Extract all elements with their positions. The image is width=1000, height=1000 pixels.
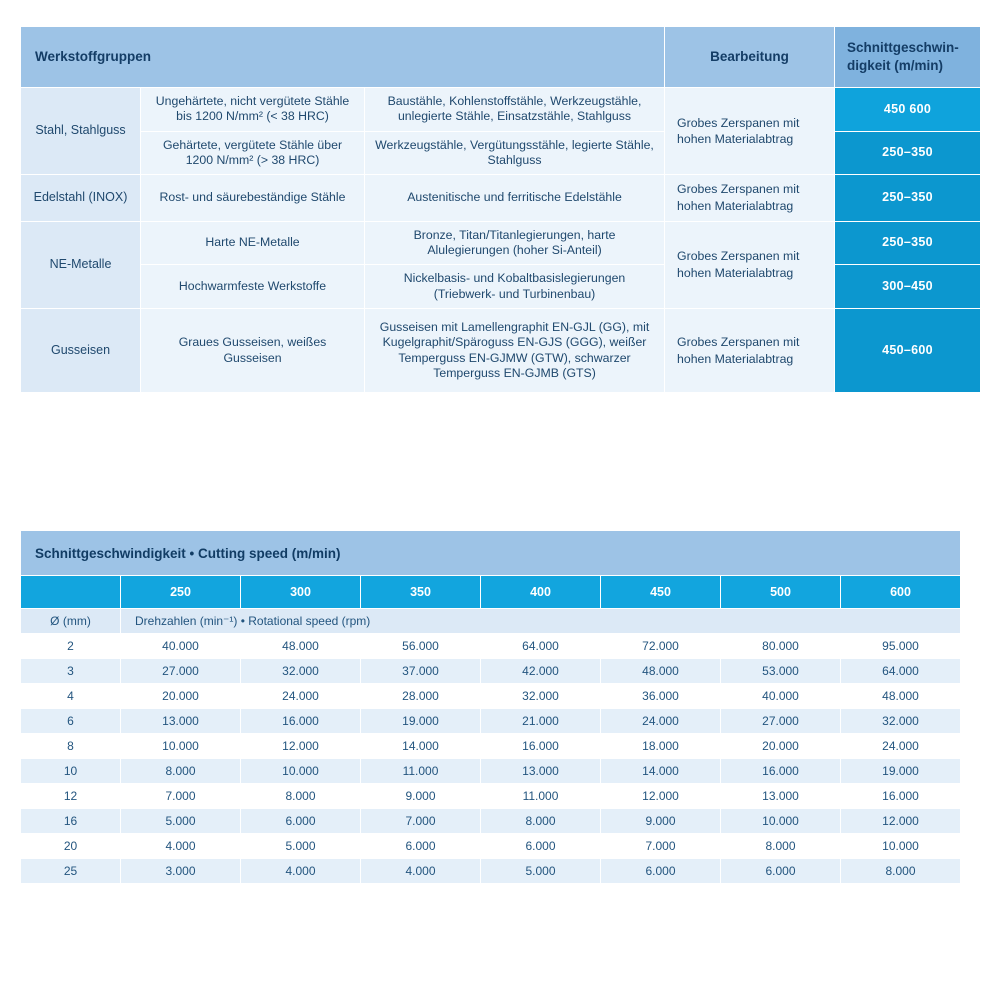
speed-col-header-350: 350 (361, 576, 481, 609)
rpm-value: 53.000 (721, 659, 841, 684)
rpm-value: 6.000 (241, 809, 361, 834)
material-category: Harte NE-Metalle (141, 221, 365, 265)
cutting-speed-value: 450 600 (835, 88, 981, 132)
table-row (21, 709, 961, 734)
rpm-value: 13.000 (121, 709, 241, 734)
rpm-value: 20.000 (121, 684, 241, 709)
table-row (21, 784, 961, 809)
material-group-name: NE-Metalle (21, 221, 141, 308)
rpm-value: 10.000 (241, 759, 361, 784)
diameter-value: 6 (21, 709, 121, 734)
material-groups-body (21, 88, 981, 393)
rpm-value: 40.000 (121, 634, 241, 659)
rpm-value: 6.000 (361, 834, 481, 859)
rpm-value: 20.000 (721, 734, 841, 759)
rpm-value: 6.000 (721, 859, 841, 884)
rpm-value: 16.000 (481, 734, 601, 759)
cutting-speed-title: Schnittgeschwindigkeit • Cutting speed (m/min) (21, 531, 961, 576)
cutting-speed-value: 250–350 (835, 221, 981, 265)
rpm-value: 8.000 (481, 809, 601, 834)
rpm-value: 4.000 (361, 859, 481, 884)
material-group-name: Gusseisen (21, 309, 141, 393)
rpm-value: 12.000 (841, 809, 961, 834)
material-category: Rost- und säurebeständige Stähle (141, 175, 365, 221)
cutting-speed-value: 450–600 (835, 309, 981, 393)
rpm-value: 19.000 (841, 759, 961, 784)
processing-note: Grobes Zerspanen mit hohen Materialabtrag (665, 88, 835, 175)
cutting-speed-table (20, 530, 961, 884)
table-row (21, 684, 961, 709)
rpm-value: 6.000 (601, 859, 721, 884)
rpm-value: 9.000 (361, 784, 481, 809)
rpm-value: 64.000 (841, 659, 961, 684)
rpm-value: 42.000 (481, 659, 601, 684)
rpm-value: 3.000 (121, 859, 241, 884)
rpm-value: 5.000 (481, 859, 601, 884)
cutting-speed-body (21, 634, 961, 884)
rpm-value: 80.000 (721, 634, 841, 659)
rpm-value: 9.000 (601, 809, 721, 834)
table-row (21, 265, 981, 309)
rpm-value: 32.000 (841, 709, 961, 734)
header-speed-line2: digkeit (m/min) (847, 58, 944, 73)
cutting-speed-column-headers (21, 576, 961, 609)
processing-note: Grobes Zerspanen mit hohen Materialabtrag (665, 309, 835, 393)
rpm-value: 24.000 (601, 709, 721, 734)
speed-col-header-400: 400 (481, 576, 601, 609)
table-row (21, 309, 981, 393)
material-list: Werkzeugstähle, Vergütungsstähle, legierte Stähle, Stahlguss (365, 131, 665, 175)
rpm-value: 13.000 (721, 784, 841, 809)
rpm-value: 95.000 (841, 634, 961, 659)
table-row (21, 834, 961, 859)
material-list: Nickelbasis- und Kobaltbasislegierungen (Triebwerk- und Turbinenbau) (365, 265, 665, 309)
rpm-value: 8.000 (841, 859, 961, 884)
material-list: Gusseisen mit Lamellengraphit EN-GJL (GG), mit Kugelgraphit/Späroguss EN-GJS (GGG), weißer Temperguss EN-GJMW (GTW), schwarzer Temperguss EN-GJMB (GTS) (365, 309, 665, 393)
header-speed-line1: Schnittgeschwin- (847, 40, 959, 56)
material-category: Gehärtete, vergütete Stähle über 1200 N/mm² (> 38 HRC) (141, 131, 365, 175)
table-row (21, 809, 961, 834)
rotational-speed-note: Drehzahlen (min⁻¹) • Rotational speed (rpm) (121, 609, 961, 634)
rpm-value: 27.000 (721, 709, 841, 734)
rpm-value: 12.000 (601, 784, 721, 809)
diameter-value: 4 (21, 684, 121, 709)
diameter-value: 8 (21, 734, 121, 759)
rpm-value: 14.000 (361, 734, 481, 759)
table-row (21, 175, 981, 221)
header-schnittgeschwindigkeit (835, 27, 981, 88)
processing-note: Grobes Zerspanen mit hohen Materialabtrag (665, 221, 835, 308)
rpm-value: 11.000 (481, 784, 601, 809)
rpm-value: 10.000 (721, 809, 841, 834)
table-row (21, 88, 981, 132)
cutting-speed-subheader-row (21, 609, 961, 634)
diameter-value: 16 (21, 809, 121, 834)
processing-note: Grobes Zerspanen mit hohen Materialabtrag (665, 175, 835, 221)
rpm-value: 6.000 (481, 834, 601, 859)
rpm-value: 28.000 (361, 684, 481, 709)
cutting-speed-value: 300–450 (835, 265, 981, 309)
material-group-name: Edelstahl (INOX) (21, 175, 141, 221)
rpm-value: 36.000 (601, 684, 721, 709)
rpm-value: 40.000 (721, 684, 841, 709)
table-row (21, 131, 981, 175)
header-bearbeitung: Bearbeitung (665, 27, 835, 88)
rpm-value: 27.000 (121, 659, 241, 684)
rpm-value: 5.000 (241, 834, 361, 859)
material-list: Baustähle, Kohlenstoffstähle, Werkzeugstähle, unlegierte Stähle, Einsatzstähle, Stahlguss (365, 88, 665, 132)
speed-col-header-250: 250 (121, 576, 241, 609)
material-category: Graues Gusseisen, weißes Gusseisen (141, 309, 365, 393)
rpm-value: 16.000 (841, 784, 961, 809)
rpm-value: 13.000 (481, 759, 601, 784)
table-row (21, 221, 981, 265)
rpm-value: 5.000 (121, 809, 241, 834)
diameter-value: 12 (21, 784, 121, 809)
rpm-value: 18.000 (601, 734, 721, 759)
table-row (21, 734, 961, 759)
rpm-value: 11.000 (361, 759, 481, 784)
speed-col-header-300: 300 (241, 576, 361, 609)
rpm-value: 19.000 (361, 709, 481, 734)
rpm-value: 4.000 (121, 834, 241, 859)
rpm-value: 12.000 (241, 734, 361, 759)
table-row (21, 759, 961, 784)
rpm-value: 8.000 (121, 759, 241, 784)
rpm-value: 24.000 (841, 734, 961, 759)
table-row (21, 659, 961, 684)
rpm-value: 72.000 (601, 634, 721, 659)
speed-col-header-blank (21, 576, 121, 609)
diameter-header: Ø (mm) (21, 609, 121, 634)
speed-col-header-450: 450 (601, 576, 721, 609)
rpm-value: 48.000 (841, 684, 961, 709)
rpm-value: 37.000 (361, 659, 481, 684)
material-list: Austenitische und ferritische Edelstähle (365, 175, 665, 221)
speed-col-header-500: 500 (721, 576, 841, 609)
rpm-value: 24.000 (241, 684, 361, 709)
rpm-value: 10.000 (841, 834, 961, 859)
rpm-value: 7.000 (121, 784, 241, 809)
rpm-value: 14.000 (601, 759, 721, 784)
rpm-value: 7.000 (601, 834, 721, 859)
cutting-speed-value: 250–350 (835, 175, 981, 221)
table-row (21, 859, 961, 884)
header-werkstoffgruppen: Werkstoffgruppen (21, 27, 665, 88)
rpm-value: 16.000 (721, 759, 841, 784)
diameter-value: 20 (21, 834, 121, 859)
rpm-value: 4.000 (241, 859, 361, 884)
rpm-value: 10.000 (121, 734, 241, 759)
diameter-value: 2 (21, 634, 121, 659)
diameter-value: 10 (21, 759, 121, 784)
material-category: Ungehärtete, nicht vergütete Stähle bis 1200 N/mm² (< 38 HRC) (141, 88, 365, 132)
speed-col-header-600: 600 (841, 576, 961, 609)
table-row (21, 634, 961, 659)
rpm-value: 48.000 (601, 659, 721, 684)
rpm-value: 32.000 (481, 684, 601, 709)
cutting-speed-value: 250–350 (835, 131, 981, 175)
rpm-value: 48.000 (241, 634, 361, 659)
diameter-value: 25 (21, 859, 121, 884)
rpm-value: 8.000 (721, 834, 841, 859)
rpm-value: 32.000 (241, 659, 361, 684)
diameter-value: 3 (21, 659, 121, 684)
material-list: Bronze, Titan/Titanlegierungen, harte Alulegierungen (hoher Si-Anteil) (365, 221, 665, 265)
rpm-value: 56.000 (361, 634, 481, 659)
rpm-value: 21.000 (481, 709, 601, 734)
material-group-name: Stahl, Stahlguss (21, 88, 141, 175)
rpm-value: 64.000 (481, 634, 601, 659)
rpm-value: 7.000 (361, 809, 481, 834)
material-groups-table (20, 26, 981, 393)
rpm-value: 16.000 (241, 709, 361, 734)
material-category: Hochwarmfeste Werkstoffe (141, 265, 365, 309)
rpm-value: 8.000 (241, 784, 361, 809)
